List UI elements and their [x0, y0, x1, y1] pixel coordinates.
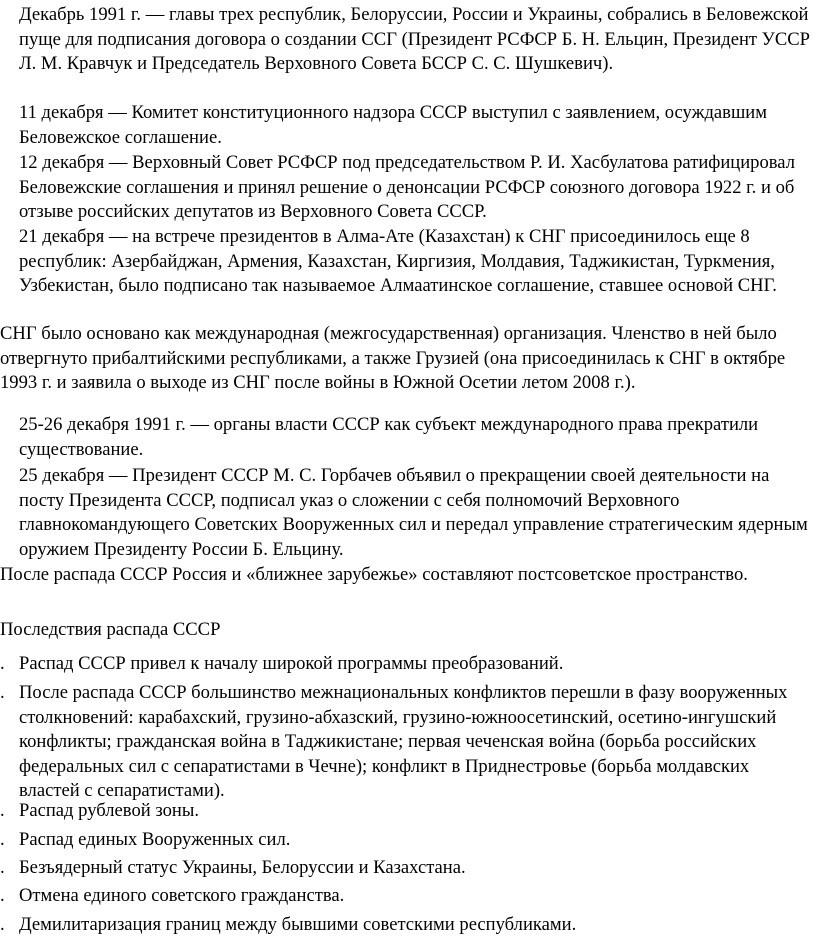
list-item-text: Распад СССР привел к началу широкой программы преобразований.	[19, 653, 564, 674]
list-marker: .	[0, 800, 5, 821]
list-item-text: Распад единых Вооруженных сил.	[19, 829, 291, 850]
paragraph-post-soviet: После распада СССР Россия и «ближнее зарубежье» составляют постсоветское пространство.	[0, 564, 748, 585]
paragraph-dec-11: 11 декабря — Комитет конституционного надзора СССР выступил с заявлением, осуждавшим Беловежское соглашение.	[19, 102, 767, 148]
list-marker: .	[0, 829, 5, 850]
paragraph-cis: СНГ было основано как международная (межгосударственная) организация. Членство в ней было отвергнуто прибалтийскими республиками, а также Грузией (она присоединилась к СНГ в октябре 1993 г. и заявила о выходе из СНГ после войны в Южной Осетии летом 2008 г.).	[0, 323, 786, 394]
list-item-text: После распада СССР большинство межнациональных конфликтов перешли в фазу вооруженных столкновений: карабахский, грузино-абхазский, грузино-южноосетинский, осетино-ингушский конфликты; гражданская война в Таджикистане; первая чеченская война (борьба российских федеральных сил с сепаратистами в Чечне); конфликт в Приднестровье (борьба молдавских властей с сепаратистами).	[19, 682, 788, 802]
list-item-text: Безъядерный статус Украины, Белоруссии и Казахстана.	[19, 857, 466, 878]
list-item-text: Отмена единого советского гражданства.	[19, 885, 345, 906]
paragraph-dec-21: 21 декабря — на встрече президентов в Алма-Ате (Казахстан) к СНГ присоединилось еще 8 республик: Азербайджан, Армения, Казахстан, Киргизия, Молдавия, Таджикистан, Туркмения, Узбекистан, было подписано так называемое Алмаатинское соглашение, ставшее основой СНГ.	[19, 226, 777, 297]
list-marker: .	[0, 857, 5, 878]
paragraph-belovezh: Декабрь 1991 г. — главы трех республик, Белоруссии, России и Украины, собрались в Беловежской пуще для подписания договора о создании ССГ (Президент РСФСР Б. Н. Ельцин, Президент УССР Л. М. Кравчук и Председатель Верховного Совета БССР С. С. Шушкевич).	[19, 4, 810, 75]
consequences-heading: Последствия распада СССР	[0, 619, 221, 640]
list-marker: .	[0, 914, 5, 935]
list-marker: .	[0, 682, 5, 703]
list-item-text: Распад рублевой зоны.	[19, 800, 199, 821]
paragraph-dec-25-26: 25-26 декабря 1991 г. — органы власти СССР как субъект международного права прекратили существование.	[19, 414, 759, 460]
paragraph-dec-25: 25 декабря — Президент СССР М. С. Горбачев объявил о прекращении своей деятельности на посту Президента СССР, подписал указ о сложении с себя полномочий Верховного главнокомандующего Советских Вооруженных сил и передал управление стратегическим ядерным оружием Президенту России Б. Ельцину.	[19, 465, 808, 560]
list-marker: .	[0, 885, 5, 906]
list-item-text: Демилитаризация границ между бывшими советскими республиками.	[19, 914, 577, 935]
paragraph-dec-12: 12 декабря — Верховный Совет РСФСР под председательством Р. И. Хасбулатова ратифицировал Беловежские соглашения и принял решение о денонсации РСФСР союзного договора 1922 г. и об отзыве российских депутатов из Верховного Совета СССР.	[19, 152, 796, 223]
list-marker: .	[0, 653, 5, 674]
